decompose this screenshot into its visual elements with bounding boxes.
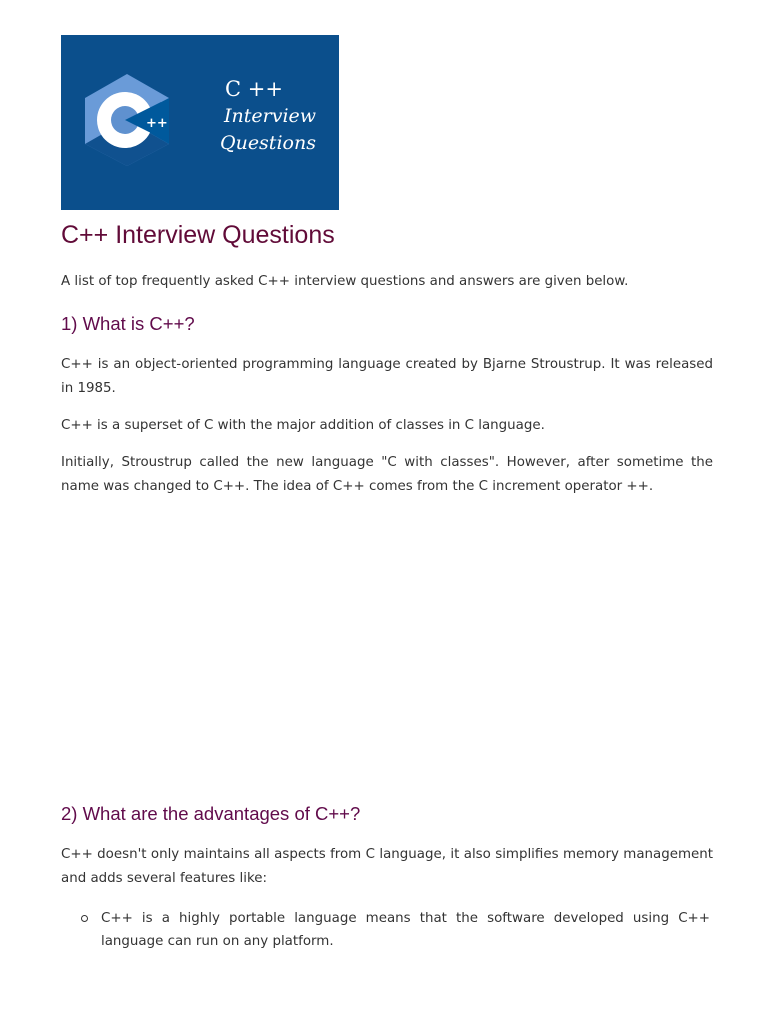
- question-1-paragraph-1: C++ is an object-oriented programming language created by Bjarne Stroustrup. It was released in 1985.: [61, 357, 713, 396]
- question-1-paragraph-3: Initially, Stroustrup called the new language "C with classes". However, after sometime the name was changed to C++. The idea of C++ comes from the C increment operator ++.: [61, 455, 713, 494]
- question-1-heading: 1) What is C++?: [61, 313, 195, 334]
- logo-plus-text: ++: [146, 116, 168, 131]
- list-item: [61, 907, 710, 953]
- question-2-paragraph-1: C++ doesn't only maintains all aspects from C language, it also simplifies memory management and adds several features like:: [61, 847, 713, 886]
- banner-title: C ++: [225, 77, 283, 101]
- banner-subtitle-line2: Questions: [220, 132, 316, 154]
- banner-image: [61, 35, 339, 210]
- features-list: [61, 907, 710, 953]
- page-title: C++ Interview Questions: [61, 221, 335, 249]
- list-item-text: C++ is a highly portable language means that the software developed using C++ language can run on any platform.: [101, 911, 710, 949]
- article: [61, 35, 713, 949]
- circle-bullet-icon: [81, 915, 88, 922]
- banner-subtitle-line1: Interview: [224, 105, 317, 127]
- question-2-heading: 2) What are the advantages of C++?: [61, 803, 361, 824]
- intro-paragraph: A list of top frequently asked C++ interview questions and answers are given below.: [61, 274, 629, 289]
- question-1-paragraph-2: C++ is a superset of C with the major addition of classes in C language.: [61, 418, 545, 433]
- cpp-logo-icon: [83, 72, 171, 168]
